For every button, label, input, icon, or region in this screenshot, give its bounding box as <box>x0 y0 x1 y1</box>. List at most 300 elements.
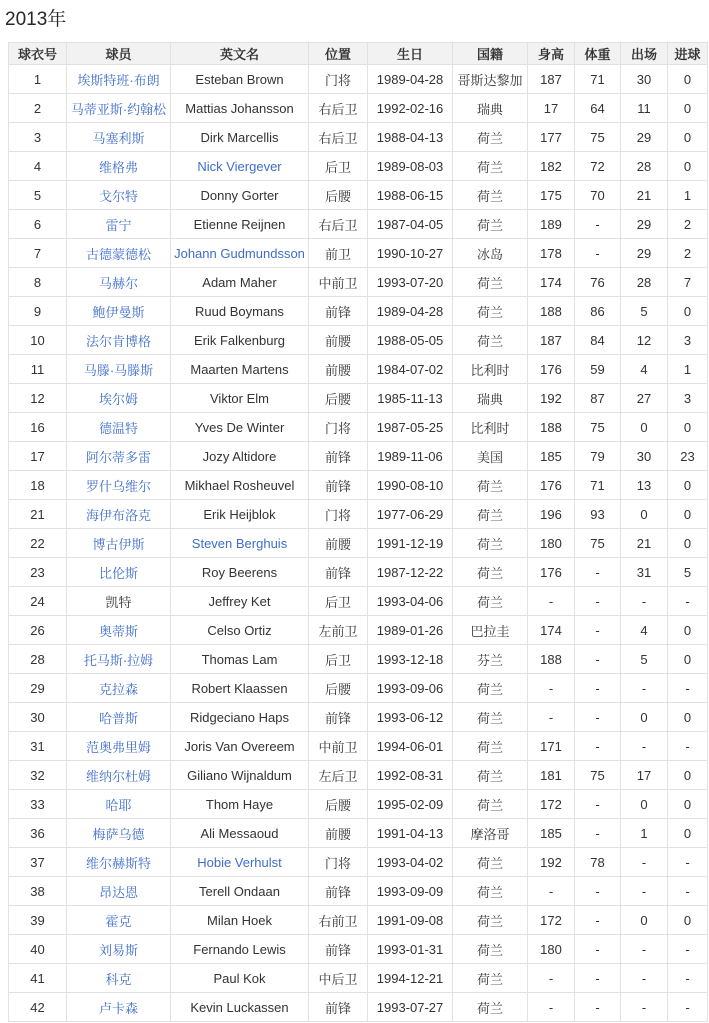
player-name-link[interactable]: 博古伊斯 <box>92 536 145 552</box>
cell-h: 176 <box>528 558 575 587</box>
cell-h: 176 <box>528 355 575 384</box>
player-name-link[interactable]: 梅萨乌德 <box>92 826 145 842</box>
cell-no: 11 <box>9 355 67 384</box>
player-en-name-link[interactable]: Nick Viergever <box>197 158 282 174</box>
column-header-w: 体重 <box>575 43 621 65</box>
cell-w: 79 <box>575 442 621 471</box>
cell-h: 180 <box>528 529 575 558</box>
cell-apps: 29 <box>621 210 668 239</box>
cell-w: - <box>575 674 621 703</box>
cell-w: - <box>575 703 621 732</box>
player-name-link[interactable]: 法尔肯博格 <box>85 333 151 349</box>
cell-en: Robert Klaassen <box>171 674 309 703</box>
cell-cn <box>67 935 171 964</box>
player-name-link[interactable]: 鲍伊曼斯 <box>92 304 145 320</box>
player-row <box>9 993 708 1022</box>
player-name-link[interactable]: 埃尔姆 <box>98 391 138 407</box>
cell-w: - <box>575 645 621 674</box>
cell-birth: 1991-12-19 <box>368 529 453 558</box>
cell-apps: 0 <box>621 413 668 442</box>
cell-h: 189 <box>528 210 575 239</box>
cell-no: 6 <box>9 210 67 239</box>
cell-nat: 荷兰 <box>453 587 528 616</box>
cell-no: 23 <box>9 558 67 587</box>
cell-nat: 瑞典 <box>453 94 528 123</box>
column-header-apps: 出场 <box>621 43 668 65</box>
player-name-link[interactable]: 哈普斯 <box>98 710 138 726</box>
cell-cn <box>67 181 171 210</box>
cell-nat: 荷兰 <box>453 761 528 790</box>
cell-nat: 冰岛 <box>453 239 528 268</box>
cell-cn <box>67 355 171 384</box>
cell-apps: 4 <box>621 355 668 384</box>
cell-h: - <box>528 587 575 616</box>
player-name-link[interactable]: 比伦斯 <box>98 565 138 581</box>
player-en-name-link[interactable]: Steven Berghuis <box>191 535 288 551</box>
cell-h: 185 <box>528 442 575 471</box>
cell-w: 71 <box>575 471 621 500</box>
cell-w: - <box>575 790 621 819</box>
cell-nat: 荷兰 <box>453 877 528 906</box>
cell-birth: 1993-06-12 <box>368 703 453 732</box>
cell-nat: 摩洛哥 <box>453 819 528 848</box>
cell-w: - <box>575 819 621 848</box>
cell-w: 75 <box>575 529 621 558</box>
cell-en: Jeffrey Ket <box>171 587 309 616</box>
cell-pos: 前腰 <box>309 326 368 355</box>
player-name-link[interactable]: 海伊布洛克 <box>85 507 151 523</box>
cell-apps: - <box>621 964 668 993</box>
cell-w: - <box>575 877 621 906</box>
cell-birth: 1991-09-08 <box>368 906 453 935</box>
cell-birth: 1977-06-29 <box>368 500 453 529</box>
cell-pos: 门将 <box>309 848 368 877</box>
cell-goals: 0 <box>668 94 708 123</box>
cell-apps: - <box>621 587 668 616</box>
cell-pos: 门将 <box>309 500 368 529</box>
cell-cn <box>67 703 171 732</box>
cell-en: Mattias Johansson <box>171 94 309 123</box>
player-name-link[interactable]: 雷宁 <box>105 217 132 233</box>
player-row <box>9 210 708 239</box>
cell-h: 185 <box>528 819 575 848</box>
player-name-link[interactable]: 马赫尔 <box>98 275 138 291</box>
player-row <box>9 848 708 877</box>
cell-goals: 3 <box>668 326 708 355</box>
cell-apps: - <box>621 674 668 703</box>
cell-apps: - <box>621 877 668 906</box>
cell-cn <box>67 993 171 1022</box>
cell-no: 28 <box>9 645 67 674</box>
cell-pos: 后腰 <box>309 790 368 819</box>
cell-nat: 荷兰 <box>453 326 528 355</box>
cell-h: 177 <box>528 123 575 152</box>
cell-cn <box>67 529 171 558</box>
cell-goals: 0 <box>668 616 708 645</box>
cell-pos: 后腰 <box>309 674 368 703</box>
cell-cn <box>67 297 171 326</box>
player-row <box>9 877 708 906</box>
cell-goals: - <box>668 935 708 964</box>
cell-nat: 荷兰 <box>453 732 528 761</box>
player-name-link[interactable]: 古德蒙德松 <box>85 246 151 262</box>
cell-no: 40 <box>9 935 67 964</box>
cell-en: Mikhael Rosheuvel <box>171 471 309 500</box>
cell-nat: 瑞典 <box>453 384 528 413</box>
cell-nat: 荷兰 <box>453 123 528 152</box>
cell-nat: 荷兰 <box>453 964 528 993</box>
header-row <box>9 43 708 65</box>
cell-en: Erik Heijblok <box>171 500 309 529</box>
cell-pos: 前腰 <box>309 529 368 558</box>
cell-no: 17 <box>9 442 67 471</box>
cell-birth: 1984-07-02 <box>368 355 453 384</box>
cell-no: 42 <box>9 993 67 1022</box>
cell-w: 64 <box>575 94 621 123</box>
cell-apps: - <box>621 993 668 1022</box>
cell-cn <box>67 964 171 993</box>
cell-w: 75 <box>575 413 621 442</box>
cell-en: Ridgeciano Haps <box>171 703 309 732</box>
cell-apps: 4 <box>621 616 668 645</box>
cell-birth: 1987-04-05 <box>368 210 453 239</box>
cell-no: 10 <box>9 326 67 355</box>
cell-h: 188 <box>528 645 575 674</box>
cell-h: 192 <box>528 384 575 413</box>
cell-en: Fernando Lewis <box>171 935 309 964</box>
cell-nat: 比利时 <box>453 355 528 384</box>
cell-pos: 前锋 <box>309 703 368 732</box>
cell-apps: 31 <box>621 558 668 587</box>
cell-cn <box>67 268 171 297</box>
cell-w: 78 <box>575 848 621 877</box>
cell-en <box>171 529 309 558</box>
cell-pos: 后卫 <box>309 645 368 674</box>
cell-nat: 荷兰 <box>453 558 528 587</box>
cell-birth: 1994-06-01 <box>368 732 453 761</box>
cell-nat: 荷兰 <box>453 790 528 819</box>
cell-goals: - <box>668 877 708 906</box>
cell-no: 1 <box>9 65 67 94</box>
player-row <box>9 674 708 703</box>
cell-birth: 1987-12-22 <box>368 558 453 587</box>
cell-pos: 后腰 <box>309 181 368 210</box>
cell-apps: 11 <box>621 94 668 123</box>
cell-no: 30 <box>9 703 67 732</box>
page-title: 2013年 <box>5 9 67 30</box>
cell-goals: 0 <box>668 500 708 529</box>
cell-cn <box>67 471 171 500</box>
cell-apps: 30 <box>621 442 668 471</box>
cell-h: 175 <box>528 181 575 210</box>
player-name-link[interactable]: 维尔赫斯特 <box>85 855 151 871</box>
cell-cn <box>67 210 171 239</box>
cell-h: 180 <box>528 935 575 964</box>
cell-goals: 0 <box>668 761 708 790</box>
cell-pos: 前锋 <box>309 558 368 587</box>
cell-cn: 凯特 <box>67 587 171 616</box>
player-row <box>9 413 708 442</box>
player-row <box>9 355 708 384</box>
cell-no: 5 <box>9 181 67 210</box>
cell-no: 22 <box>9 529 67 558</box>
cell-no: 29 <box>9 674 67 703</box>
cell-w: - <box>575 993 621 1022</box>
cell-nat: 荷兰 <box>453 152 528 181</box>
cell-en: Erik Falkenburg <box>171 326 309 355</box>
cell-pos: 前锋 <box>309 877 368 906</box>
cell-cn <box>67 384 171 413</box>
player-row <box>9 558 708 587</box>
cell-cn <box>67 500 171 529</box>
cell-no: 3 <box>9 123 67 152</box>
cell-birth: 1993-12-18 <box>368 645 453 674</box>
player-name-link[interactable]: 卢卡森 <box>98 1000 138 1016</box>
cell-w: - <box>575 935 621 964</box>
roster-table <box>8 42 708 1022</box>
cell-en: Ali Messaoud <box>171 819 309 848</box>
cell-en: Yves De Winter <box>171 413 309 442</box>
cell-goals: 0 <box>668 906 708 935</box>
cell-h: 172 <box>528 790 575 819</box>
cell-apps: 0 <box>621 500 668 529</box>
cell-cn <box>67 819 171 848</box>
cell-birth: 1995-02-09 <box>368 790 453 819</box>
player-name-link[interactable]: 埃斯特班·布朗 <box>77 72 160 88</box>
player-row <box>9 384 708 413</box>
cell-nat: 荷兰 <box>453 297 528 326</box>
player-name-link[interactable]: 奥蒂斯 <box>98 623 138 639</box>
cell-en: Joris Van Overeem <box>171 732 309 761</box>
player-name-link[interactable]: 哈耶 <box>105 797 132 813</box>
cell-h: - <box>528 964 575 993</box>
cell-birth: 1992-08-31 <box>368 761 453 790</box>
cell-pos: 右前卫 <box>309 906 368 935</box>
cell-en: Ruud Boymans <box>171 297 309 326</box>
cell-en: Celso Ortiz <box>171 616 309 645</box>
cell-apps: 21 <box>621 181 668 210</box>
player-name-link[interactable]: 托马斯·拉姆 <box>83 652 154 668</box>
cell-nat: 荷兰 <box>453 210 528 239</box>
cell-w: - <box>575 732 621 761</box>
player-name-link[interactable]: 刘易斯 <box>98 942 138 958</box>
cell-w: 93 <box>575 500 621 529</box>
cell-en: Roy Beerens <box>171 558 309 587</box>
column-header-h: 身高 <box>528 43 575 65</box>
cell-nat: 比利时 <box>453 413 528 442</box>
cell-h: 182 <box>528 152 575 181</box>
cell-h: 174 <box>528 268 575 297</box>
cell-pos: 右后卫 <box>309 123 368 152</box>
cell-cn <box>67 123 171 152</box>
player-row <box>9 819 708 848</box>
cell-nat: 美国 <box>453 442 528 471</box>
cell-pos: 前腰 <box>309 355 368 384</box>
cell-goals: 3 <box>668 384 708 413</box>
cell-en: Kevin Luckassen <box>171 993 309 1022</box>
player-name-link[interactable]: 德温特 <box>98 420 138 436</box>
cell-en: Maarten Martens <box>171 355 309 384</box>
player-row <box>9 935 708 964</box>
cell-nat: 哥斯达黎加 <box>453 65 528 94</box>
cell-no: 26 <box>9 616 67 645</box>
cell-no: 39 <box>9 906 67 935</box>
player-en-name-link[interactable]: Johann Gudmundsson <box>174 245 305 261</box>
cell-h: 187 <box>528 326 575 355</box>
cell-nat: 荷兰 <box>453 674 528 703</box>
player-name-link[interactable]: 维纳尔杜姆 <box>85 768 151 784</box>
cell-goals: 0 <box>668 703 708 732</box>
cell-apps: - <box>621 732 668 761</box>
cell-apps: 30 <box>621 65 668 94</box>
cell-en: Donny Gorter <box>171 181 309 210</box>
cell-goals: - <box>668 732 708 761</box>
cell-goals: 7 <box>668 268 708 297</box>
cell-w: 76 <box>575 268 621 297</box>
cell-w: 59 <box>575 355 621 384</box>
cell-apps: 1 <box>621 819 668 848</box>
cell-cn <box>67 790 171 819</box>
cell-no: 4 <box>9 152 67 181</box>
cell-nat: 荷兰 <box>453 529 528 558</box>
cell-h: - <box>528 674 575 703</box>
cell-pos: 右后卫 <box>309 94 368 123</box>
cell-w: - <box>575 239 621 268</box>
cell-no: 21 <box>9 500 67 529</box>
cell-nat: 荷兰 <box>453 268 528 297</box>
cell-apps: 28 <box>621 268 668 297</box>
cell-birth: 1988-04-13 <box>368 123 453 152</box>
cell-w: 84 <box>575 326 621 355</box>
cell-en: Esteban Brown <box>171 65 309 94</box>
cell-cn <box>67 239 171 268</box>
player-name-link[interactable]: 科克 <box>105 971 132 987</box>
player-name-link[interactable]: 范奥弗里姆 <box>85 739 151 755</box>
cell-apps: 13 <box>621 471 668 500</box>
player-name-link[interactable]: 阿尔蒂多雷 <box>85 449 151 465</box>
cell-pos: 左后卫 <box>309 761 368 790</box>
cell-w: 70 <box>575 181 621 210</box>
cell-cn <box>67 761 171 790</box>
cell-apps: 12 <box>621 326 668 355</box>
cell-apps: 0 <box>621 790 668 819</box>
cell-apps: - <box>621 935 668 964</box>
cell-en: Giliano Wijnaldum <box>171 761 309 790</box>
cell-no: 16 <box>9 413 67 442</box>
cell-en: Viktor Elm <box>171 384 309 413</box>
cell-h: 17 <box>528 94 575 123</box>
cell-apps: 5 <box>621 297 668 326</box>
cell-en <box>171 239 309 268</box>
cell-nat: 荷兰 <box>453 993 528 1022</box>
cell-pos: 后卫 <box>309 152 368 181</box>
cell-pos: 门将 <box>309 65 368 94</box>
cell-pos: 前腰 <box>309 819 368 848</box>
cell-en: Jozy Altidore <box>171 442 309 471</box>
cell-birth: 1993-07-20 <box>368 268 453 297</box>
cell-h: 188 <box>528 413 575 442</box>
cell-w: - <box>575 210 621 239</box>
player-name-link[interactable]: 罗什乌维尔 <box>85 478 151 494</box>
cell-h: 188 <box>528 297 575 326</box>
cell-pos: 后腰 <box>309 384 368 413</box>
player-name-link[interactable]: 马滕·马滕斯 <box>83 362 154 378</box>
cell-en: Adam Maher <box>171 268 309 297</box>
cell-goals: 5 <box>668 558 708 587</box>
cell-birth: 1993-04-06 <box>368 587 453 616</box>
cell-birth: 1988-05-05 <box>368 326 453 355</box>
player-row <box>9 964 708 993</box>
player-name-link[interactable]: 戈尔特 <box>98 188 138 204</box>
cell-h: 176 <box>528 471 575 500</box>
player-row <box>9 732 708 761</box>
cell-w: - <box>575 558 621 587</box>
cell-birth: 1985-11-13 <box>368 384 453 413</box>
cell-cn <box>67 152 171 181</box>
cell-apps: 28 <box>621 152 668 181</box>
cell-apps: - <box>621 848 668 877</box>
cell-h: - <box>528 703 575 732</box>
cell-h: 172 <box>528 906 575 935</box>
player-name-link[interactable]: 维格弗 <box>98 159 138 175</box>
player-name-link[interactable]: 马蒂亚斯·约翰松 <box>70 101 167 117</box>
cell-no: 31 <box>9 732 67 761</box>
player-name-link[interactable]: 昂达恩 <box>98 884 138 900</box>
cell-pos: 后卫 <box>309 587 368 616</box>
cell-birth: 1989-08-03 <box>368 152 453 181</box>
cell-pos: 左前卫 <box>309 616 368 645</box>
cell-en: Milan Hoek <box>171 906 309 935</box>
player-row <box>9 616 708 645</box>
player-row <box>9 268 708 297</box>
player-row <box>9 152 708 181</box>
cell-pos: 前锋 <box>309 993 368 1022</box>
cell-w: 75 <box>575 123 621 152</box>
cell-no: 8 <box>9 268 67 297</box>
cell-w: 86 <box>575 297 621 326</box>
cell-cn <box>67 558 171 587</box>
player-name-link[interactable]: 克拉森 <box>98 681 138 697</box>
cell-en: Dirk Marcellis <box>171 123 309 152</box>
cell-no: 37 <box>9 848 67 877</box>
player-name-link[interactable]: 霍克 <box>105 913 132 929</box>
cell-w: 87 <box>575 384 621 413</box>
cell-cn <box>67 848 171 877</box>
cell-h: 192 <box>528 848 575 877</box>
column-header-cn: 球员 <box>67 43 171 65</box>
cell-cn <box>67 442 171 471</box>
cell-goals: 1 <box>668 355 708 384</box>
cell-goals: 0 <box>668 471 708 500</box>
cell-en: Thom Haye <box>171 790 309 819</box>
cell-nat: 荷兰 <box>453 181 528 210</box>
cell-no: 9 <box>9 297 67 326</box>
cell-w: - <box>575 964 621 993</box>
cell-nat: 芬兰 <box>453 645 528 674</box>
player-name-link[interactable]: 马塞利斯 <box>92 130 145 146</box>
column-header-no: 球衣号 <box>9 43 67 65</box>
cell-cn <box>67 906 171 935</box>
player-en-name-link[interactable]: Hobie Verhulst <box>197 854 282 870</box>
cell-birth: 1990-10-27 <box>368 239 453 268</box>
cell-goals: 0 <box>668 123 708 152</box>
cell-apps: 21 <box>621 529 668 558</box>
cell-no: 24 <box>9 587 67 616</box>
player-row <box>9 65 708 94</box>
cell-birth: 1989-04-28 <box>368 297 453 326</box>
cell-nat: 荷兰 <box>453 471 528 500</box>
cell-pos: 中后卫 <box>309 964 368 993</box>
